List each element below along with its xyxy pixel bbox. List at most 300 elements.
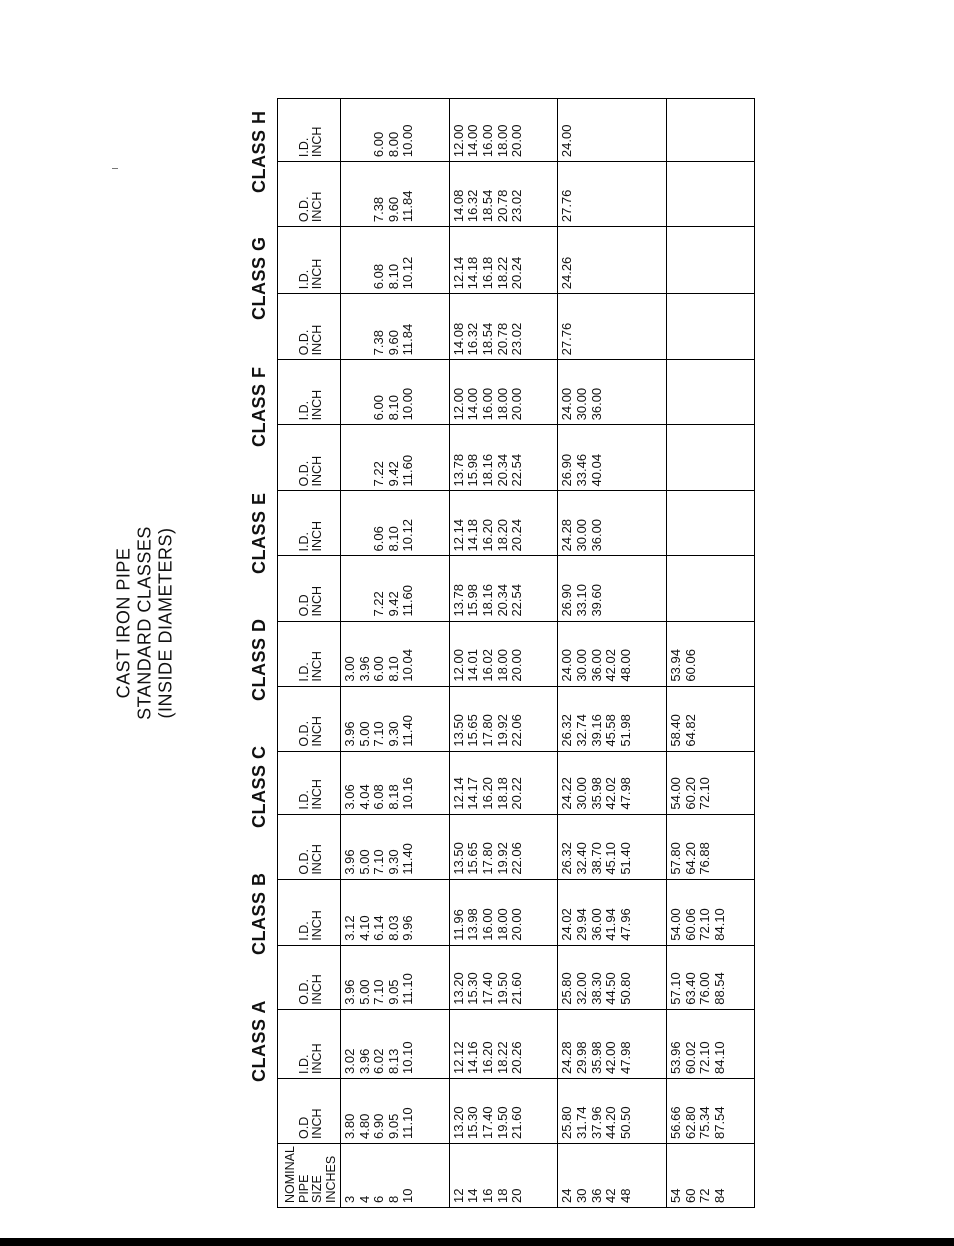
- diameter-value: 36.00: [588, 518, 604, 552]
- diameter-value: 35.98: [588, 777, 604, 810]
- diameter-value: 18.54: [479, 322, 495, 356]
- diameter-value: 3.00: [342, 656, 357, 682]
- diameter-value: 40.04: [588, 453, 604, 487]
- class-a-id-cell: [667, 1009, 755, 1078]
- diameter-value: 72.10: [697, 1041, 713, 1074]
- diameter-value: 13.20: [450, 1106, 466, 1139]
- diameter-value: 39.16: [588, 714, 604, 747]
- class-e-id-cell: [449, 491, 558, 556]
- class-f-id-header: [278, 360, 341, 425]
- diameter-value: 6.00: [371, 395, 387, 421]
- diameter-value: 18.16: [479, 453, 495, 487]
- diameter-value: 9.42: [385, 591, 401, 617]
- column-header-line: INCH: [310, 455, 324, 487]
- diameter-value: 7.10: [371, 721, 387, 747]
- nominal-size-value: 18: [494, 1188, 510, 1203]
- diameter-value: 87.54: [711, 1106, 727, 1139]
- column-header-line: I.D.: [296, 532, 311, 552]
- diameter-value: 21.60: [509, 1106, 525, 1139]
- class-g-id-cell: [558, 227, 667, 294]
- diameter-value: 3.02: [342, 1048, 357, 1074]
- diameter-value: 13.20: [450, 972, 466, 1005]
- diameter-value: [358, 363, 373, 420]
- diameter-value: 8.13: [385, 1048, 401, 1074]
- diameter-value: 8.00: [385, 131, 401, 158]
- class-e-id-cell: [667, 491, 755, 556]
- class-e-od-header: [278, 556, 341, 621]
- column-header-line: INCH: [310, 844, 324, 875]
- diameter-value: 14.16: [465, 1041, 481, 1074]
- diameter-value: 9.60: [385, 196, 401, 223]
- diameter-value: 47.98: [617, 1041, 633, 1074]
- diameter-value: [343, 494, 358, 551]
- class-label-e: CLASS E: [249, 492, 269, 574]
- class-f-id-cell: [449, 360, 558, 425]
- class-h-od-header: [278, 162, 341, 227]
- class-d-od-cell: [449, 686, 558, 751]
- diameter-value: 47.98: [617, 777, 633, 810]
- class-c-id-cell: [558, 751, 667, 814]
- class-b-od-cell: [341, 945, 450, 1009]
- diameter-value: 50.50: [617, 1106, 633, 1139]
- diameter-value: [358, 165, 373, 222]
- diameter-value: 6.00: [371, 656, 387, 682]
- diameter-value: 14.17: [465, 777, 481, 810]
- size-group-row: [341, 99, 450, 1208]
- column-header-line: INCH: [310, 651, 324, 682]
- diameter-value: 32.00: [574, 972, 590, 1005]
- diameter-value: 20.34: [494, 453, 510, 487]
- diameter-value: 10.04: [400, 649, 416, 682]
- diameter-value: 25.80: [559, 1106, 575, 1139]
- diameter-value: 13.50: [450, 714, 466, 747]
- nominal-size-header: [278, 1143, 341, 1207]
- nominal-size-value: 12: [450, 1188, 466, 1203]
- diameter-value: 36.00: [588, 649, 604, 682]
- diameter-value: [343, 297, 358, 355]
- class-b-id-cell: [667, 879, 755, 945]
- class-e-id-header: [278, 491, 341, 556]
- column-header-line: I.D.: [296, 790, 311, 810]
- class-label-b: CLASS B: [249, 872, 269, 955]
- diameter-value: 38.30: [588, 972, 604, 1005]
- column-header-line: INCH: [310, 1108, 324, 1139]
- class-e-od-cell: [558, 556, 667, 621]
- diameter-value: 18.54: [479, 189, 495, 223]
- diameter-value: 11.40: [400, 843, 416, 875]
- class-c-od-cell: [667, 814, 755, 879]
- diameter-value: 75.34: [697, 1106, 713, 1139]
- diameter-value: 31.74: [574, 1106, 590, 1139]
- diameter-value: 60.02: [682, 1041, 698, 1074]
- class-b-id-header: [278, 879, 341, 945]
- diameter-value: 22.54: [509, 453, 525, 487]
- nominal-size-value: 54: [668, 1188, 684, 1203]
- diameter-value: 4.04: [356, 784, 372, 810]
- diameter-value: 7.22: [371, 461, 387, 487]
- nominal-size-value: 3: [342, 1195, 357, 1203]
- diameter-value: 22.06: [509, 714, 525, 747]
- class-g-od-cell: [558, 294, 667, 360]
- class-label-f: CLASS F: [249, 366, 269, 447]
- column-header-line: I.D.: [296, 269, 311, 290]
- diameter-value: 3.06: [342, 784, 357, 810]
- diameter-value: 21.60: [509, 972, 525, 1005]
- diameter-value: 16.18: [479, 256, 495, 290]
- class-a-id-cell: [341, 1009, 450, 1078]
- diameter-value: 22.06: [509, 842, 525, 875]
- column-header-line: INCH: [310, 779, 324, 810]
- column-header-row: [278, 99, 341, 1208]
- diameter-value: 12.12: [450, 1041, 466, 1074]
- diameter-value: 48.00: [617, 649, 633, 682]
- class-h-od-cell: [667, 162, 755, 227]
- diameter-value: 5.00: [356, 849, 372, 875]
- diameter-value: 16.20: [479, 518, 495, 552]
- title-line-2: STANDARD CLASSES: [134, 526, 155, 720]
- class-h-od-cell: [341, 162, 450, 227]
- nominal-size-value: 36: [588, 1188, 604, 1203]
- class-d-od-cell: [558, 686, 667, 751]
- class-g-id-header: [278, 227, 341, 294]
- diameter-value: 41.94: [603, 908, 619, 941]
- diameter-value: 14.08: [450, 322, 466, 356]
- diameter-value: [358, 560, 373, 617]
- diameter-value: 9.05: [385, 979, 401, 1005]
- diameter-value: 3.96: [356, 1048, 372, 1074]
- diameter-value: 88.54: [711, 972, 727, 1005]
- diameter-value: 20.34: [494, 584, 510, 617]
- class-c-id-cell: [667, 751, 755, 814]
- diameter-value: 57.10: [668, 972, 684, 1005]
- diameter-value: 20.00: [509, 908, 525, 941]
- diameter-value: 16.00: [479, 387, 495, 421]
- diameter-value: 63.40: [682, 972, 698, 1005]
- nominal-size-value: 42: [603, 1188, 619, 1203]
- title-line-1: CAST IRON PIPE: [113, 547, 134, 699]
- diameter-value: 3.96: [356, 656, 372, 682]
- diameter-value: 42.00: [603, 1041, 619, 1074]
- nominal-header-line: INCHES: [323, 1155, 338, 1203]
- diameter-value: 19.92: [494, 714, 510, 747]
- diameter-value: 24.28: [559, 518, 575, 552]
- nominal-size-value: 30: [574, 1188, 590, 1203]
- nominal-header-line: PIPE SIZE: [296, 1174, 324, 1203]
- diameter-value: 10.16: [400, 777, 416, 810]
- diameter-value: 16.00: [479, 124, 495, 158]
- class-label-g: CLASS G: [249, 236, 269, 320]
- diameter-value: 37.96: [588, 1106, 604, 1139]
- column-header-line: INCH: [310, 389, 324, 421]
- nominal-size-value: 24: [559, 1188, 575, 1203]
- diameter-value: 14.00: [465, 124, 481, 158]
- column-header-line: I.D.: [296, 662, 311, 682]
- diameter-value: 23.02: [509, 322, 525, 356]
- diameter-value: 14.08: [450, 189, 466, 223]
- class-d-id-cell: [667, 621, 755, 686]
- diameter-value: 24.22: [559, 777, 575, 810]
- class-a-od-cell: [667, 1078, 755, 1143]
- column-header-line: INCH: [310, 126, 324, 158]
- diameter-value: 9.60: [385, 330, 401, 356]
- diameter-value: 51.40: [617, 842, 633, 875]
- class-c-id-cell: [341, 751, 450, 814]
- diameter-value: 6.14: [371, 915, 387, 941]
- diameter-value: 11.40: [400, 715, 416, 747]
- diameter-value: 53.96: [668, 1041, 684, 1074]
- diameter-value: 84.10: [711, 908, 727, 941]
- diameter-value: [358, 230, 373, 289]
- diameter-value: 14.18: [465, 256, 481, 290]
- nominal-size-value: 20: [509, 1188, 525, 1203]
- class-b-id-cell: [449, 879, 558, 945]
- class-g-id-cell: [449, 227, 558, 294]
- column-header-line: INCH: [310, 1043, 324, 1074]
- column-header-line: I.D.: [296, 1054, 311, 1074]
- class-c-id-cell: [449, 751, 558, 814]
- diameter-value: 24.00: [559, 387, 575, 421]
- class-b-od-cell: [667, 945, 755, 1009]
- diameter-value: 10.12: [400, 518, 416, 552]
- column-header-line: I.D.: [296, 400, 311, 421]
- class-f-id-cell: [341, 360, 450, 425]
- column-header-line: O.D: [296, 1116, 311, 1139]
- class-a-od-header: [278, 1078, 341, 1143]
- diameter-value: 29.98: [574, 1041, 590, 1074]
- diameter-value: 8.10: [385, 526, 401, 552]
- column-header-line: INCH: [310, 191, 324, 223]
- diameter-value: 23.02: [509, 189, 525, 223]
- class-d-od-cell: [341, 686, 450, 751]
- class-c-od-cell: [341, 814, 450, 879]
- diameter-value: 18.00: [494, 387, 510, 421]
- column-header-line: INCH: [310, 716, 324, 747]
- diameter-value: 3.80: [342, 1113, 357, 1139]
- column-header-line: O.D.: [296, 329, 311, 356]
- diameter-value: 24.26: [559, 256, 575, 290]
- diameter-value: 30.00: [574, 649, 590, 682]
- class-c-od-cell: [558, 814, 667, 879]
- class-g-od-cell: [667, 294, 755, 360]
- diameter-value: 60.06: [682, 649, 698, 682]
- diameter-value: 26.90: [559, 584, 575, 617]
- diameter-value: 3.96: [342, 721, 357, 747]
- class-f-od-cell: [341, 425, 450, 491]
- class-g-od-cell: [449, 294, 558, 360]
- class-c-id-header: [278, 751, 341, 814]
- diameter-value: 24.28: [559, 1041, 575, 1074]
- pipe-class-table: [277, 98, 755, 1208]
- class-b-id-cell: [341, 879, 450, 945]
- diameter-value: 7.38: [371, 330, 387, 356]
- diameter-value: 76.88: [697, 842, 713, 875]
- diameter-value: 38.70: [588, 842, 604, 875]
- diameter-value: 13.78: [450, 584, 466, 617]
- diameter-value: 16.02: [479, 649, 495, 682]
- title-line-3: (INSIDE DIAMETERS): [155, 527, 176, 719]
- class-d-id-cell: [341, 621, 450, 686]
- diameter-value: [358, 494, 373, 551]
- diameter-value: [343, 230, 358, 289]
- diameter-value: 17.40: [479, 972, 495, 1005]
- diameter-value: 18.00: [494, 908, 510, 941]
- diameter-value: 20.00: [509, 649, 525, 682]
- diameter-value: 12.14: [450, 518, 466, 552]
- diameter-value: 44.20: [603, 1106, 619, 1139]
- diameter-value: 11.84: [400, 323, 416, 356]
- column-header-line: INCH: [310, 520, 324, 552]
- class-label-h: CLASS H: [249, 110, 269, 193]
- diameter-value: 8.10: [385, 263, 401, 290]
- size-group-row: [449, 99, 558, 1208]
- diameter-value: 54.00: [668, 777, 684, 810]
- diameter-value: 11.10: [400, 973, 416, 1005]
- column-header-line: INCH: [310, 324, 324, 356]
- diameter-value: 42.02: [603, 649, 619, 682]
- diameter-value: 13.98: [465, 908, 481, 941]
- diameter-value: 18.16: [479, 584, 495, 617]
- diameter-value: 22.54: [509, 584, 525, 617]
- diameter-value: 56.66: [668, 1106, 684, 1139]
- diameter-value: 27.76: [559, 322, 575, 356]
- class-a-od-cell: [449, 1078, 558, 1143]
- diameter-value: [343, 363, 358, 420]
- class-h-id-header: [278, 99, 341, 162]
- diameter-value: 7.10: [371, 849, 387, 875]
- column-header-line: O.D.: [296, 460, 311, 487]
- diameter-value: 15.30: [465, 1106, 481, 1139]
- diameter-value: 15.98: [465, 453, 481, 487]
- class-h-id-cell: [667, 99, 755, 162]
- diameter-value: 15.30: [465, 972, 481, 1005]
- diameter-value: 12.00: [450, 649, 466, 682]
- diameter-value: 16.32: [465, 322, 481, 356]
- pipe-class-table-rotated: [247, 98, 755, 1208]
- diameter-value: 6.90: [371, 1113, 387, 1139]
- diameter-value: 6.00: [371, 131, 387, 158]
- diameter-value: 8.18: [385, 784, 401, 810]
- diameter-value: 39.60: [588, 584, 604, 617]
- diameter-value: 6.06: [371, 526, 387, 552]
- class-g-od-header: [278, 294, 341, 360]
- diameter-value: 72.10: [697, 777, 713, 810]
- diameter-value: 8.03: [385, 915, 401, 941]
- diameter-value: 19.50: [494, 1106, 510, 1139]
- diameter-value: 84.10: [711, 1041, 727, 1074]
- diameter-value: 62.80: [682, 1106, 698, 1139]
- class-label-c: CLASS C: [249, 745, 269, 828]
- nominal-size-value: 14: [465, 1188, 481, 1203]
- diameter-value: 60.06: [682, 908, 698, 941]
- diameter-value: 45.10: [603, 842, 619, 875]
- diameter-value: 10.00: [400, 387, 416, 421]
- stray-mark: [112, 168, 118, 169]
- nominal-size-value: 4: [356, 1195, 372, 1203]
- diameter-value: 14.01: [465, 649, 481, 682]
- class-h-od-cell: [558, 162, 667, 227]
- diameter-value: 13.78: [450, 453, 466, 487]
- class-a-od-cell: [341, 1078, 450, 1143]
- class-e-id-cell: [341, 491, 450, 556]
- class-h-id-cell: [341, 99, 450, 162]
- column-header-line: O.D.: [296, 848, 311, 875]
- class-g-id-cell: [341, 227, 450, 294]
- class-a-id-header: [278, 1009, 341, 1078]
- diameter-value: 12.00: [450, 387, 466, 421]
- class-d-od-header: [278, 686, 341, 751]
- diameter-value: 9.30: [385, 721, 401, 747]
- diameter-value: 36.00: [588, 908, 604, 941]
- diameter-value: 11.84: [400, 190, 416, 223]
- diameter-value: 13.50: [450, 842, 466, 875]
- column-header-line: O.D.: [296, 720, 311, 747]
- diameter-value: 18.18: [494, 777, 510, 810]
- diameter-value: 50.80: [617, 972, 633, 1005]
- class-e-od-cell: [449, 556, 558, 621]
- class-c-od-cell: [449, 814, 558, 879]
- document-title: [114, 526, 177, 720]
- diameter-value: 12.14: [450, 256, 466, 290]
- class-e-od-cell: [341, 556, 450, 621]
- class-d-id-cell: [449, 621, 558, 686]
- nominal-size-value: 48: [617, 1188, 633, 1203]
- diameter-value: 5.00: [356, 721, 372, 747]
- diameter-value: 20.00: [509, 387, 525, 421]
- size-group-row: [667, 99, 755, 1208]
- nominal-size-value: 10: [400, 1188, 416, 1203]
- diameter-value: 4.10: [356, 915, 372, 941]
- diameter-value: 17.40: [479, 1106, 495, 1139]
- diameter-value: 9.96: [400, 915, 416, 941]
- class-a-od-cell: [558, 1078, 667, 1143]
- diameter-value: 30.00: [574, 777, 590, 810]
- diameter-value: 36.00: [588, 387, 604, 421]
- diameter-value: 64.20: [682, 842, 698, 875]
- column-header-line: INCH: [310, 910, 324, 941]
- class-b-id-cell: [558, 879, 667, 945]
- diameter-value: 18.00: [494, 124, 510, 158]
- class-b-od-cell: [449, 945, 558, 1009]
- diameter-value: 20.24: [509, 256, 525, 290]
- class-label-a: CLASS A: [249, 1000, 269, 1082]
- class-h-id-cell: [558, 99, 667, 162]
- class-f-od-cell: [667, 425, 755, 491]
- diameter-value: 53.94: [668, 649, 684, 682]
- nominal-size-value: 84: [711, 1188, 727, 1203]
- column-header-line: O.D.: [296, 979, 311, 1005]
- diameter-value: 3.96: [342, 979, 357, 1005]
- diameter-value: 6.08: [371, 784, 387, 810]
- diameter-value: 26.90: [559, 453, 575, 487]
- diameter-value: 42.02: [603, 777, 619, 810]
- nominal-header-line: NOMINAL: [283, 1146, 297, 1203]
- diameter-value: 19.50: [494, 972, 510, 1005]
- class-label-d: CLASS D: [249, 618, 269, 701]
- diameter-value: 33.10: [574, 584, 590, 617]
- class-header-row: [247, 98, 277, 1208]
- column-header-line: O.D.: [296, 196, 311, 223]
- diameter-value: 15.65: [465, 714, 481, 747]
- diameter-value: 4.80: [356, 1113, 372, 1139]
- diameter-value: 18.22: [494, 1041, 510, 1074]
- class-e-od-cell: [667, 556, 755, 621]
- nominal-size-cell: [449, 1143, 558, 1207]
- column-header-line: INCH: [310, 585, 324, 617]
- diameter-value: 16.00: [479, 908, 495, 941]
- column-header-line: I.D.: [296, 921, 311, 941]
- diameter-value: 64.82: [682, 714, 698, 747]
- class-f-od-cell: [558, 425, 667, 491]
